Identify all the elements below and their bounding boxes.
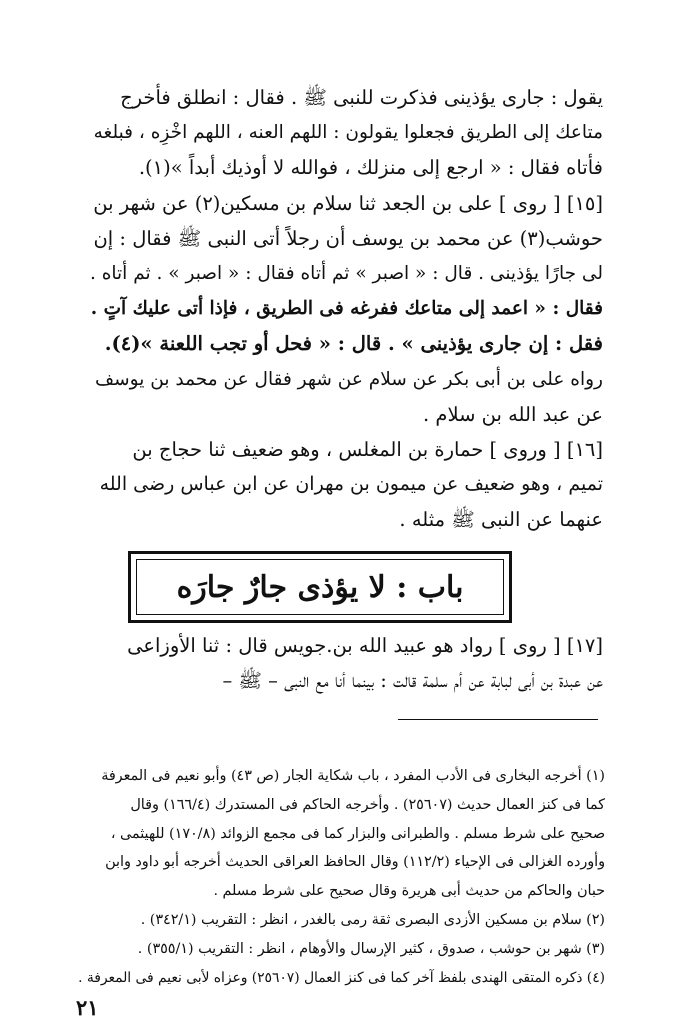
body-line: يقول : جارى يؤذينى فذكرت للنبى ﷺ . فقال : انطلق فأخرج [120, 86, 603, 109]
main-text-continued [88, 628, 603, 698]
footnote-line: (١) أخرجه البخارى فى الأدب المفرد ، باب شكاية الجار (ص ٤٣) وأبو نعيم فى المعرفة [101, 768, 605, 784]
body-line: فقل : إن جارى يؤذينى » . قال : « فحل أو تجب اللعنة »(٤). [104, 332, 603, 356]
footnote-line: (٢) سلام بن مسكين الأزدى البصرى ثقة رمى بالغدر ، انظر : التقريب (٣٤٢/١) . [140, 911, 605, 928]
body-line: فأتاه فقال : « ارجع إلى منزلك ، فوالله لا أوذيك أبداً »(١). [138, 156, 603, 180]
footnote-divider [398, 719, 598, 720]
footnote-line: (٣) شهر بن حوشب ، صدوق ، كثير الإرسال والأوهام ، انظر : التقريب (٣٥٥/١) . [137, 940, 605, 957]
footnote-line: (٤) ذكره المتقى الهندى بلفظ آخر كما فى كنز العمال (٢٥٦٠٧) وعزاه لأبى نعيم فى المعرفة . [78, 969, 605, 986]
body-line: لى جارًا يؤذينى . قال : « اصبر » ثم أتاه فقال : « اصبر » . ثم أتاه . [89, 262, 603, 284]
body-line: رواه على بن أبى بكر عن سلام عن شهر فقال عن محمد بن يوسف [95, 368, 603, 390]
body-line: متاعك إلى الطريق فجعلوا يقولون : اللهم العنه ، اللهم اخْزِه ، فبلغه [93, 122, 603, 144]
main-text [88, 80, 603, 537]
body-line: عن عبد الله بن سلام . [422, 402, 603, 426]
body-line: [١٦] [ وروى ] حمارة بن المغلس ، وهو ضعيف ثنا حجاج بن [132, 437, 603, 461]
footnote-line: صحيح على شرط مسلم . والطبرانى والبزار كما فى مجمع الزوائد (١٧٠/٨) للهيثمى ، [110, 825, 605, 842]
body-line: عن عبدة بن أبى لبابة عن أم سلمة قالت : بينما أنا مع النبى – ﷺ – [222, 669, 603, 693]
page-number: ٢١ [76, 995, 99, 1020]
body-line: [١٧] [ روى ] رواد هو عبيد الله بن.جويس قال : ثنا الأوزاعى [127, 634, 603, 657]
chapter-title: باب : لا يؤذى جارٌ جارَه [136, 559, 504, 615]
footnote-line: كما فى كنز العمال حديث (٢٥٦٠٧) . وأخرجه الحاكم فى المستدرك (١٦٦/٤) وقال [130, 796, 605, 813]
body-line: [١٥] [ روى ] على بن الجعد ثنا سلام بن مسكين(٢) عن شهر بن [93, 191, 603, 215]
body-line: عنهما عن النبى ﷺ مثله . [399, 508, 603, 532]
body-line: تميم ، وهو ضعيف عن ميمون بن مهران عن ابن عباس رضى الله [99, 473, 603, 496]
footnote-line: وأورده الغزالى فى الإحياء (١١٢/٢) وقال الحافظ العراقى الحديث أخرجه أبو داود وابن [105, 854, 605, 871]
footnote-line: حبان والحاكم من حديث أبى هريرة وقال صحيح على شرط مسلم . [213, 883, 605, 900]
chapter-title-box [128, 551, 512, 623]
footnotes [60, 762, 605, 992]
body-line: حوشب(٣) عن محمد بن يوسف أن رجلاً أتى النبى ﷺ فقال : إن [93, 226, 603, 250]
body-line: فقال : « اعمد إلى متاعك ففرغه فى الطريق ، فإذا أتى عليك آتٍ . [90, 298, 603, 320]
